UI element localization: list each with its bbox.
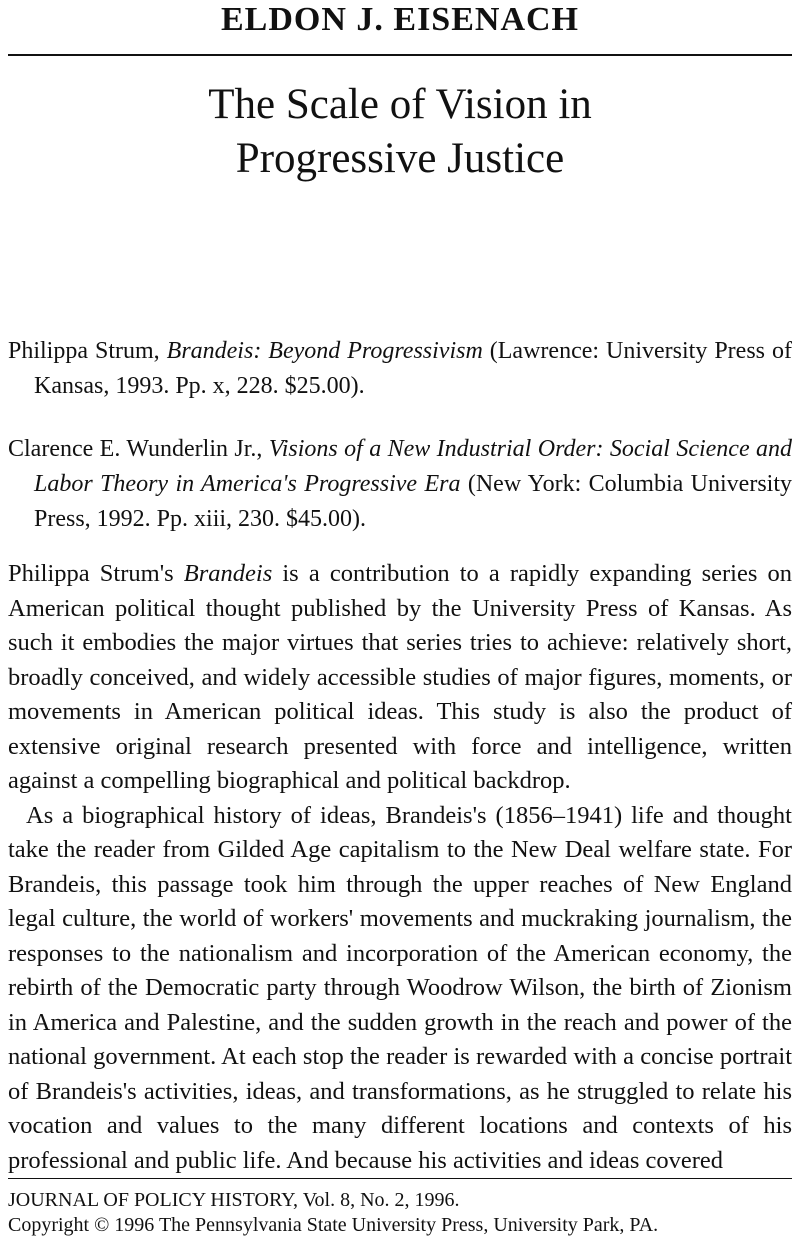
citation-item (8, 432, 792, 537)
header-divider (8, 54, 792, 56)
body-paragraph-2: As a biographical history of ideas, Brandeis's (1856–1941) life and thought take the reader from Gilded Age capitalism to the New Deal welfare state. For Brandeis, this passage took him through the upper reaches of New England legal culture, the world of workers' movements and muckraking journalism, the responses to the nationalism and incorporation of the American economy, the rebirth of the Democratic party through Woodrow Wilson, the birth of Zionism in America and Palestine, and the sudden growth in the reach and power of the national government. At each stop the reader is rewarded with a concise portrait of Brandeis's activities, ideas, and transformations, as he struggled to relate his vocation and values to the many different locations and contexts of his professional and public life. And because his activities and ideas covered (8, 801, 792, 1174)
citation-item (8, 334, 792, 404)
citation-book-title: Visions of a New Industrial Order: Social Science and Labor Theory in America's Progressive Era (34, 436, 792, 497)
copyright-notice: Copyright © 1996 The Pennsylvania State University Press, University Park, PA. (8, 1214, 659, 1236)
title-line-1: The Scale of Vision in (208, 81, 592, 128)
paragraph-1-lead: Philippa Strum's (8, 560, 184, 587)
reviewed-books-list (8, 334, 792, 565)
citation-details: (New York: Columbia University Press, 1992. Pp. xiii, 230. $45.00). (34, 471, 792, 532)
author-header: ELDON J. EISENACH (220, 1, 579, 38)
citation-author: Philippa Strum, (8, 338, 167, 364)
citation-author: Clarence E. Wunderlin Jr., (8, 436, 269, 462)
body-paragraph-1 (8, 557, 792, 799)
footer-divider (8, 1178, 792, 1179)
citation-details: (Lawrence: University Press of Kansas, 1993. Pp. x, 228. $25.00). (34, 338, 792, 399)
journal-citation: JOURNAL OF POLICY HISTORY, Vol. 8, No. 2, 1996. (8, 1189, 460, 1211)
citation-book-title: Brandeis: Beyond Progressivism (166, 338, 483, 364)
paragraph-1-text: is a contribution to a rapidly expanding series on American political thought published by the University Press of Kansas. As such it embodies the major virtues that series tries to achieve: relatively short, broadly conceived, and widely accessible studies of major figures, moments, or movements in American political ideas. This study is also the product of extensive original research presented with force and intelligence, written against a compelling biographical and political backdrop. (8, 560, 792, 794)
article-title (0, 78, 800, 186)
page-footer (8, 1188, 792, 1238)
title-line-2: Progressive Justice (235, 135, 565, 182)
article-body (8, 557, 792, 1178)
paragraph-1-italic-title: Brandeis (183, 560, 273, 587)
